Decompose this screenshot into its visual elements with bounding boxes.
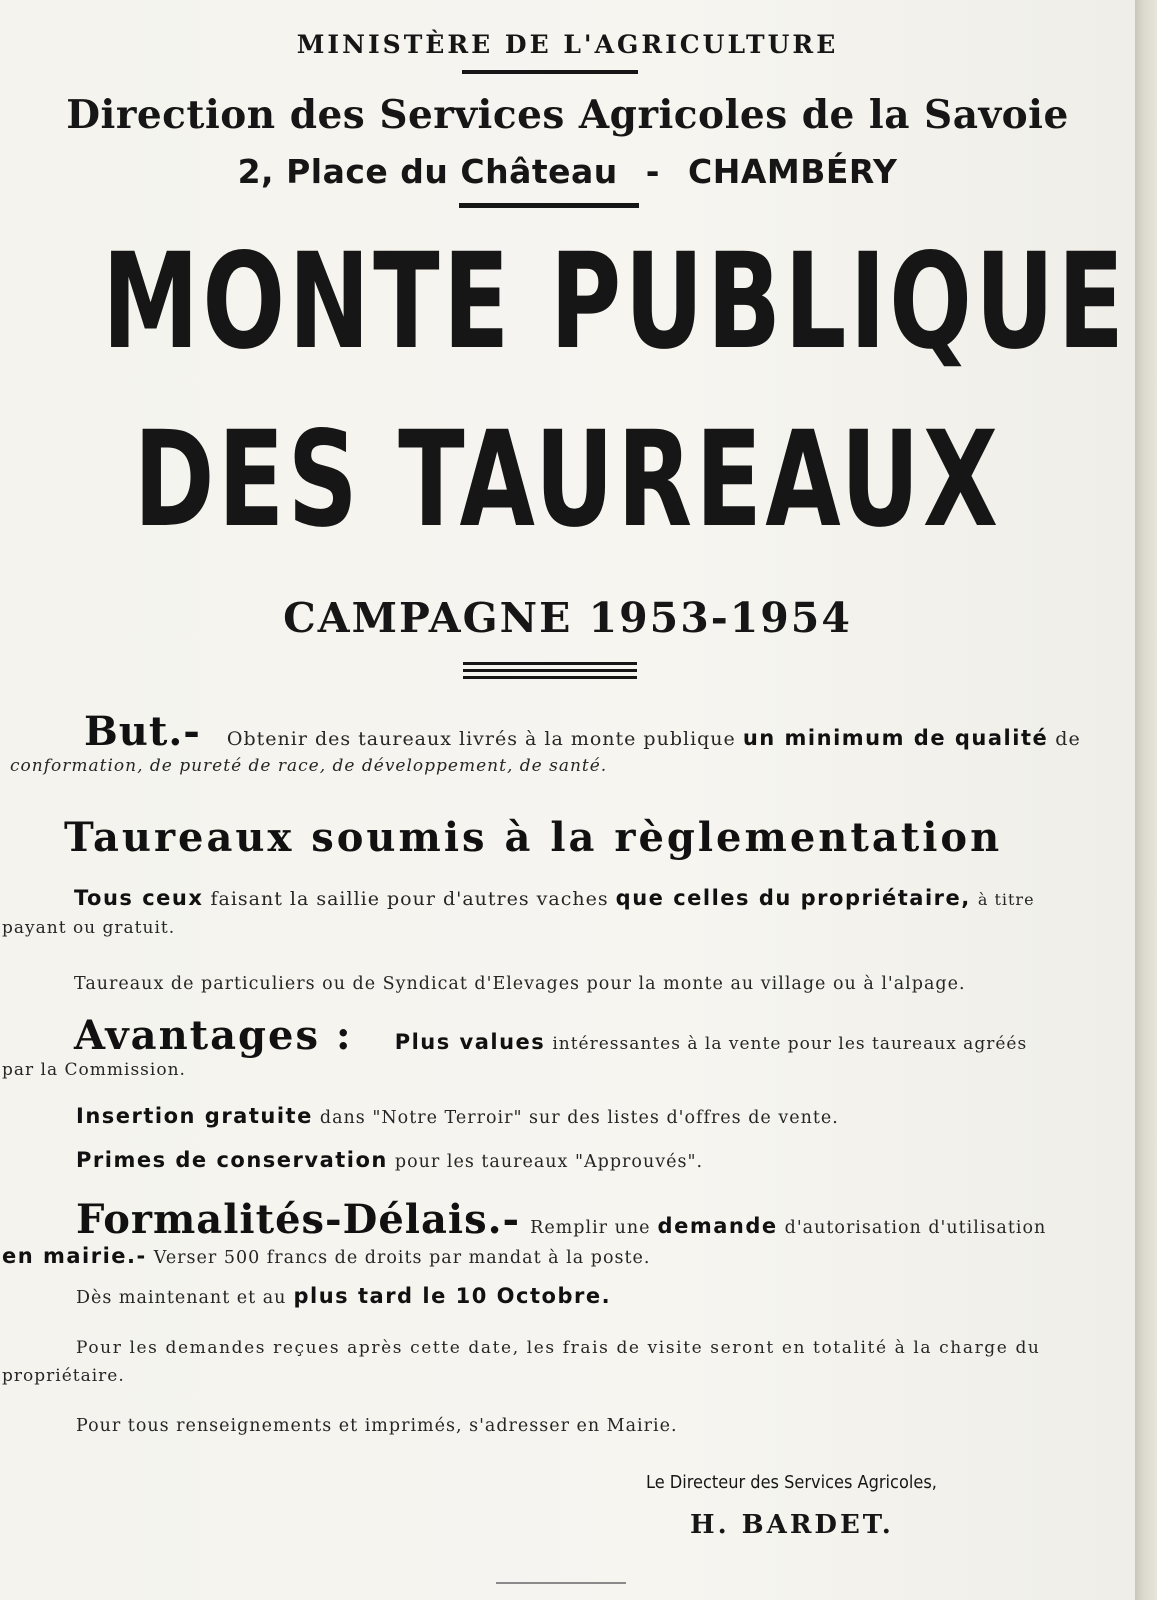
taureaux-p1-line2: payant ou gratuit.	[2, 918, 176, 938]
triple-rule	[463, 662, 637, 683]
address-line	[0, 152, 1135, 191]
main-title-line1: MONTE PUBLIQUE	[102, 225, 1128, 379]
formalites-bold1: demande	[657, 1214, 778, 1238]
taureaux-p2: Taureaux de particuliers ou de Syndicat d'Elevages pour la monte au village ou à l'alpage.	[74, 974, 966, 994]
taureaux-p1-text1: faisant la saillie pour d'autres vaches	[210, 888, 609, 910]
avantages-p3	[76, 1148, 703, 1172]
formalites-p2-text: Dès maintenant et au	[76, 1288, 287, 1308]
avantages-heading: Avantages :	[74, 1012, 353, 1059]
avantages-p2-bold: Insertion gratuite	[76, 1104, 313, 1128]
formalites-p4: Pour tous renseignements et imprimés, s'adresser en Mairie.	[76, 1416, 678, 1436]
avantages-line1	[74, 1012, 1027, 1059]
main-title-line2: DES TAUREAUX	[133, 403, 1002, 557]
formalites-line2	[2, 1244, 650, 1268]
avantages-bold1: Plus values	[394, 1030, 546, 1054]
avantages-p2-text: dans "Notre Terroir" sur des listes d'offres de vente.	[319, 1108, 839, 1128]
rule-under-address	[459, 203, 639, 208]
direction-title: Direction des Services Agricoles de la Savoie	[66, 92, 1069, 138]
footer-mark	[496, 1582, 626, 1584]
but-line2: conformation, de pureté de race, de développement, de santé.	[10, 756, 608, 776]
but-heading: But.-	[84, 708, 201, 755]
but-text2: de	[1055, 728, 1081, 750]
taureaux-p1-bold2: que celles du propriétaire,	[615, 886, 971, 910]
street-address: 2, Place du Château	[237, 152, 618, 191]
formalites-p3-line1: Pour les demandes reçues après cette date, les frais de visite seront en totalité à la charge du	[76, 1338, 1041, 1358]
taureaux-heading: Taureaux soumis à la règlementation	[64, 814, 1003, 861]
signature-name: H. BARDET.	[690, 1510, 894, 1540]
avantages-p3-text: pour les taureaux "Approuvés".	[394, 1152, 704, 1172]
formalites-text1: Remplir une	[530, 1218, 651, 1238]
formalites-text2: d'autorisation d'utilisation	[784, 1218, 1047, 1238]
but-bold: un minimum de qualité	[742, 726, 1049, 750]
ministry-name: MINISTÈRE DE L'AGRICULTURE	[296, 30, 839, 59]
taureaux-p1-bold1: Tous ceux	[74, 886, 204, 910]
taureaux-p1-line1	[74, 886, 1035, 910]
formalites-line2-bold: en mairie.-	[2, 1244, 147, 1268]
avantages-text1: intéressantes à la vente pour les taureaux agréés	[552, 1034, 1028, 1054]
avantages-p3-bold: Primes de conservation	[76, 1148, 388, 1172]
avantages-p2	[76, 1104, 839, 1128]
paper-edge	[1135, 0, 1157, 1600]
formalites-line2-text: Verser 500 francs de droits par mandat à la poste.	[153, 1248, 651, 1268]
city: CHAMBÉRY	[687, 152, 898, 191]
but-line1	[84, 708, 1081, 755]
formalites-p2-bold: plus tard le 10 Octobre	[293, 1284, 602, 1308]
campaign-title: CAMPAGNE 1953-1954	[283, 594, 852, 642]
formalites-p2-end: .	[601, 1284, 612, 1308]
signature-role: Le Directeur des Services Agricoles,	[646, 1472, 937, 1493]
but-text1: Obtenir des taureaux livrés à la monte publique	[226, 728, 736, 750]
formalites-heading: Formalités-Délais.-	[76, 1196, 521, 1243]
formalites-p3-line2: propriétaire.	[2, 1366, 125, 1386]
address-separator: -	[645, 152, 660, 191]
rule-top	[462, 70, 638, 74]
avantages-line2: par la Commission.	[2, 1060, 186, 1080]
formalites-p2	[76, 1284, 611, 1308]
formalites-line1	[76, 1196, 1046, 1243]
taureaux-p1-text2: à titre	[977, 890, 1035, 909]
